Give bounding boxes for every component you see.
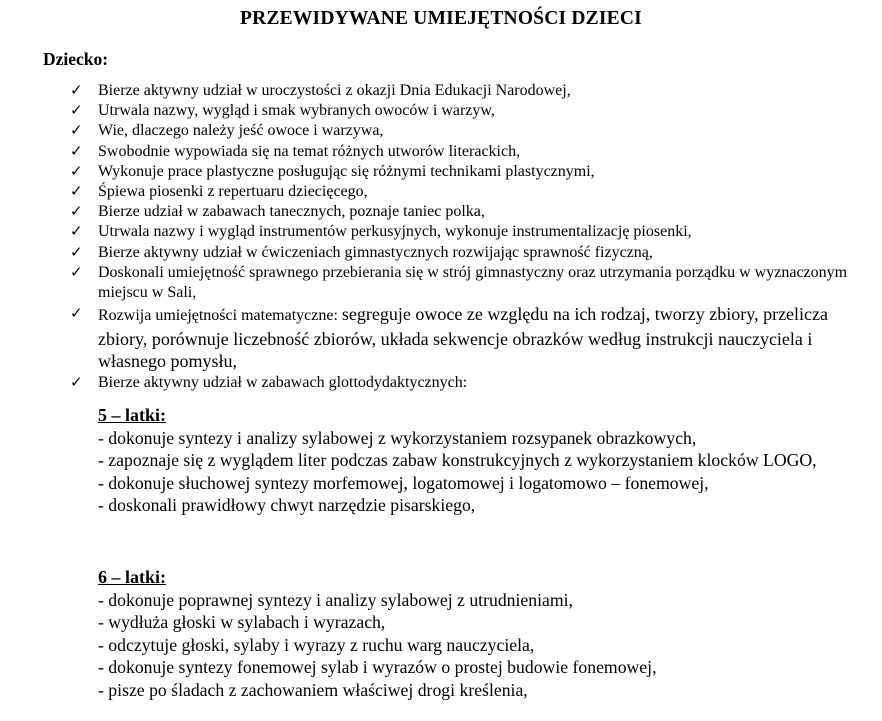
- list-item-text: Rozwija umiejętności matematyczne:: [98, 307, 342, 325]
- section-line: - pisze po śladach z zachowaniem właściwej drogi kreślenia,: [98, 679, 528, 700]
- list-item-text: Śpiewa piosenki z repertuaru dziecięcego,: [98, 183, 368, 201]
- section-heading: 5 – latki:: [98, 405, 167, 425]
- list-item-text: Bierze aktywny udział w uroczystości z okazji Dnia Edukacji Narodowej,: [98, 82, 571, 99]
- section-line: - dokonuje syntezy fonemowej sylab i wyrazów o prostej budowie fonemowej,: [98, 657, 657, 678]
- list-item-text: Doskonali umiejętność sprawnego przebierania się w strój gimnastyczny oraz utrzymania porządku w wyznaczonym miejscu w Sali,: [98, 263, 848, 302]
- page-title: PRZEWIDYWANE UMIEJĘTNOŚCI DZIECI: [240, 8, 642, 29]
- checkmark-icon: ✓: [70, 306, 83, 323]
- list-item: [0, 202, 882, 222]
- list-item: [0, 263, 882, 303]
- checkmark-icon: ✓: [70, 224, 83, 241]
- checkmark-icon: ✓: [70, 374, 83, 391]
- list-item: [0, 222, 882, 242]
- list-item: [0, 162, 882, 182]
- checkmark-icon: ✓: [70, 123, 83, 140]
- list-item-text: segreguje owoce ze względu na ich rodzaj, tworzy zbiory, przelicza zbiory, porównuje liczebność zbiorów, układa sekwencje obrazków według instrukcji nauczyciela i własnego pomysłu,: [98, 304, 829, 372]
- list-item-text: Swobodnie wypowiada się na temat różnych utworów literackich,: [98, 142, 521, 160]
- list-item: [0, 81, 882, 101]
- list-item-math: [0, 303, 882, 373]
- section-line: - doskonali prawidłowy chwyt narzędzie pisarskiego,: [98, 495, 476, 516]
- checkmark-icon: ✓: [70, 264, 83, 281]
- checkmark-icon: ✓: [70, 143, 83, 160]
- subtitle: Dziecko:: [43, 49, 109, 69]
- checkmark-icon: ✓: [70, 204, 83, 221]
- section-5-year-olds: [98, 404, 868, 517]
- checkmark-icon: ✓: [70, 184, 83, 201]
- checkmark-icon: ✓: [70, 244, 83, 261]
- section-line: - wydłuża głoski w sylabach i wyrazach,: [98, 612, 386, 633]
- section-heading: 6 – latki:: [98, 567, 167, 587]
- section-line: - dokonuje syntezy i analizy sylabowej z wykorzystaniem rozsypanek obrazkowych,: [98, 427, 697, 448]
- list-item-text: Utrwala nazwy i wygląd instrumentów perkusyjnych, wykonuje instrumentalizację piosenki,: [98, 223, 692, 241]
- list-item-text: Bierze udział w zabawach tanecznych, poznaje taniec polka,: [98, 203, 485, 221]
- section-6-year-olds: [98, 566, 868, 702]
- list-item-text: Wykonuje prace plastyczne posługując się różnymi technikami plastycznymi,: [98, 162, 595, 180]
- list-item: [0, 182, 882, 202]
- section-line: - dokonuje słuchowej syntezy morfemowej, logatomowej i logatomowo – fonemowej,: [98, 472, 709, 493]
- list-item: [0, 142, 882, 162]
- list-item-glotto: [0, 373, 882, 393]
- list-item: [0, 121, 882, 141]
- checkmark-icon: ✓: [70, 103, 83, 120]
- list-item: [0, 101, 882, 121]
- section-line: - odczytuje głoski, sylaby i wyrazy z ruchu warg nauczyciela,: [98, 634, 535, 655]
- list-item-text: Wie, dlaczego należy jeść owoce i warzywa,: [98, 122, 384, 140]
- list-item-text: Utrwala nazwy, wygląd i smak wybranych owoców i warzyw,: [98, 102, 495, 120]
- checkmark-icon: ✓: [70, 83, 83, 99]
- skills-list: [0, 81, 882, 393]
- checkmark-icon: ✓: [70, 163, 83, 180]
- section-line: - dokonuje poprawnej syntezy i analizy sylabowej z utrudnieniami,: [98, 589, 573, 610]
- list-item: [0, 243, 882, 263]
- section-line: - zapoznaje się z wyglądem liter podczas zabaw konstrukcyjnych z wykorzystaniem klocków LOGO,: [98, 450, 817, 471]
- list-item-text: Bierze aktywny udział w ćwiczeniach gimnastycznych rozwijając sprawność fizyczną,: [98, 243, 653, 261]
- list-item-text: Bierze aktywny udział w zabawach glottodydaktycznych:: [98, 373, 468, 391]
